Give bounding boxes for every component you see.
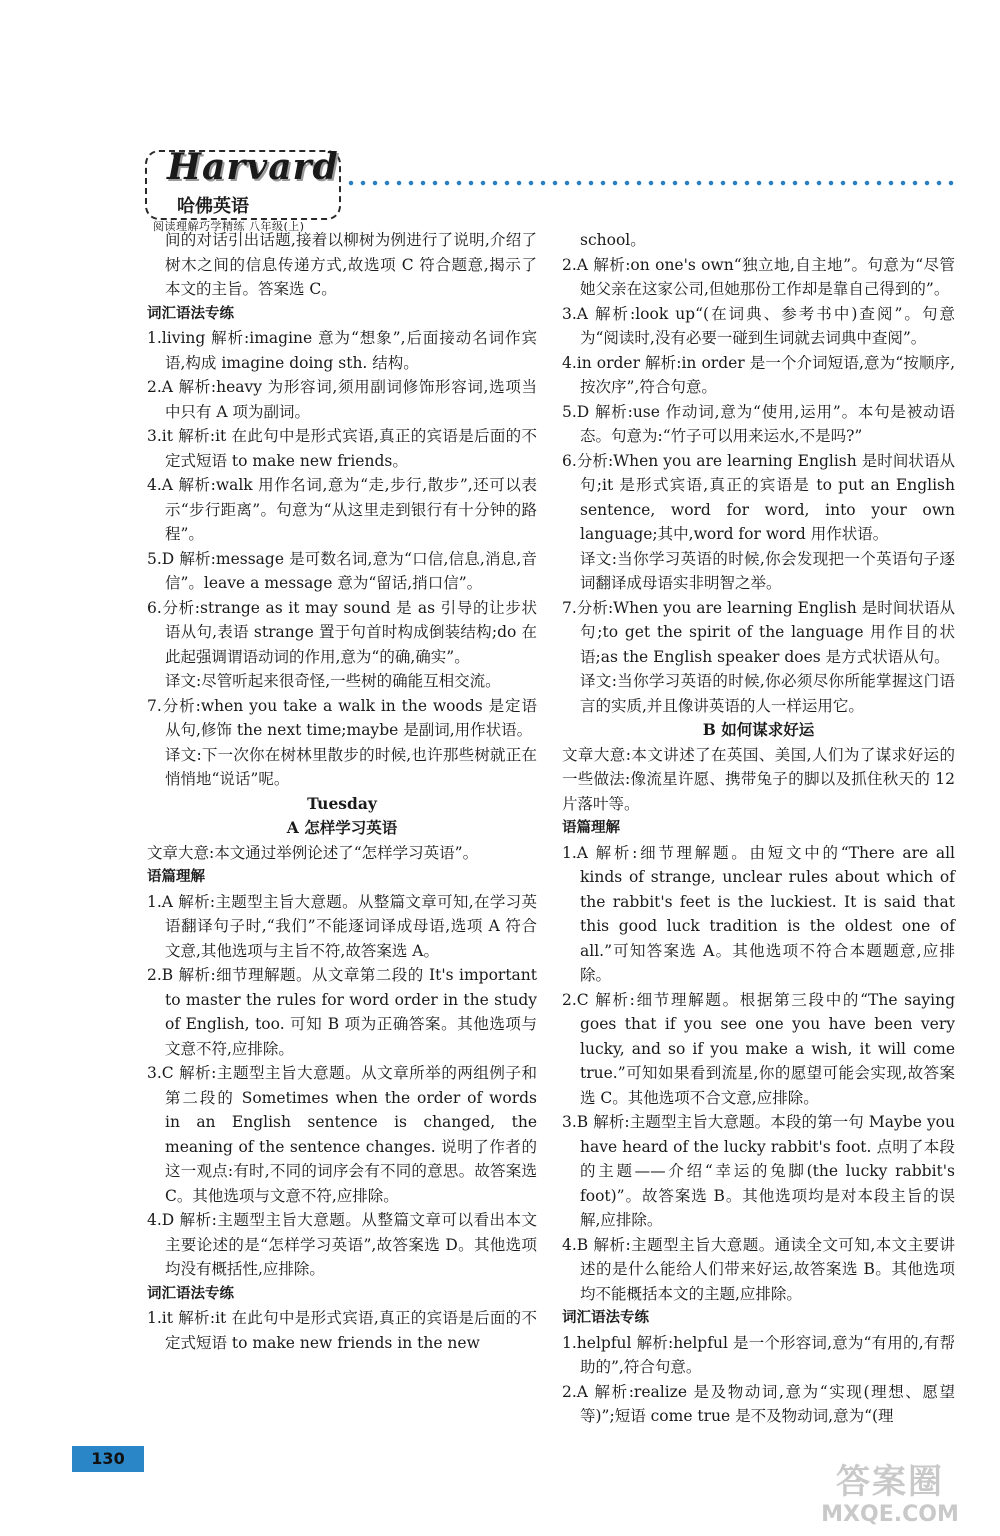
brand-chinese-title: 哈佛英语	[177, 196, 249, 217]
answer-item: 6.分析:strange as it may sound 是 as 引导的让步状语从句,表语 strange 置于句首时构成倒装结构;do 在此起强调谓语动词的作用,意为“的确,确实”。	[147, 598, 537, 666]
paragraph: 文章大意:本文讲述了在英国、美国,人们为了谋求好运的一些做法:像流星许愿、携带兔子的脚以及抓住秋天的 12 片落叶等。	[562, 745, 955, 813]
section-heading: 词汇语法专练	[147, 1285, 234, 1302]
section-heading: 语篇理解	[147, 869, 205, 885]
answer-item: 3.C 解析:主题型主旨大意题。从文章所举的两组例子和第二段的 Sometimes when the order of words in an English sentence is changed, the meaning of the sentence changes. 说明了作者的这一观点:有时,不同的词序会有不同的意思。故答案选 C。其他选项与文意不符,应排除。	[147, 1064, 537, 1205]
brand-title: Harvard	[167, 146, 339, 188]
page-number: 130	[72, 1446, 144, 1472]
centered-heading: B 如何谋求好运	[702, 720, 815, 739]
answer-item: 2.B 解析:细节理解题。从文章第二段的 It's important to master the rules for word order in the study of English, too. 可知 B 项为正确答案。其他选项与文意不符,应排除。	[147, 966, 537, 1058]
dotted-rule	[345, 180, 960, 186]
answer-item: 5.D 解析:message 是可数名词,意为“口信,信息,消息,音信”。leave a message 意为“留话,捎口信”。	[147, 549, 537, 592]
answer-item: 1.helpful 解析:helpful 是一个形容词,意为“有用的,有帮助的”,符合句意。	[562, 1333, 955, 1376]
answer-item: 2.A 解析:on one's own“独立地,自主地”。句意为“尽管她父亲在这家公司,但她那份工作却是靠自己得到的”。	[562, 255, 955, 298]
section-heading: 词汇语法专练	[147, 305, 234, 322]
answer-item: 1.living 解析:imagine 意为“想象”,后面接动名词作宾语,构成 imagine doing sth. 结构。	[147, 329, 537, 372]
paragraph: 译文:下一次你在树林里散步的时候,也许那些树就正在悄悄地“说话”呢。	[165, 745, 537, 788]
watermark-url: MXQE.COM	[821, 1502, 959, 1527]
answer-item: 2.A 解析:realize 是及物动词,意为“实现(理想、愿望等)”;短语 come true 是不及物动词,意为“(理	[562, 1382, 955, 1425]
centered-heading: Tuesday	[307, 793, 377, 813]
answer-item: 3.it 解析:it 在此句中是形式宾语,真正的宾语是后面的不定式短语 to make new friends。	[147, 427, 537, 470]
answer-item: 1.A 解析:细节理解题。由短文中的“There are all kinds of strange, unclear rules about which of the rabbit's feet is the luckiest. It is said that this good luck tradition is the oldest one of all.”可知答案选 A。其他选项不符合本题题意,应排除。	[562, 843, 955, 984]
answer-item: 3.A 解析:look up“(在词典、参考书中)查阅”。句意为“阅读时,没有必要一碰到生词就去词典中查阅”。	[562, 304, 955, 347]
right-column	[562, 228, 955, 1429]
paragraph: 间的对话引出话题,接着以柳树为例进行了说明,介绍了树木之间的信息传递方式,故选项 C 符合题意,揭示了本文的主旨。答案选 C。	[165, 231, 537, 298]
answer-item: 6.分析:When you are learning English 是时间状语从句;it 是形式宾语,真正的宾语是 to put an English sentence, word for word, into your own language;其中,word for word 用作状语。	[562, 451, 955, 543]
answer-item: 7.分析:When you are learning English 是时间状语从句;to get the spirit of the language 用作目的状语;as the English speaker does 是方式状语从句。	[562, 598, 955, 666]
paragraph: 译文:尽管听起来很奇怪,一些树的确能互相交流。	[165, 672, 501, 690]
section-heading: 词汇语法专练	[562, 1310, 649, 1326]
paragraph: school。	[580, 231, 646, 249]
answer-item: 5.D 解析:use 作动词,意为“使用,运用”。本句是被动语态。句意为:“竹子可以用来运水,不是吗?”	[562, 402, 955, 445]
answer-item: 2.C 解析:细节理解题。根据第三段中的“The saying goes that if you see one you have been very lucky, and so if you make a wish, it will come true.”可知如果看到流星,你的愿望可能会实现,故答案选 C。其他选项不合文意,应排除。	[562, 990, 955, 1107]
answer-item: 1.it 解析:it 在此句中是形式宾语,真正的宾语是后面的不定式短语 to make new friends in the new	[147, 1309, 537, 1352]
answer-item: 7.分析:when you take a walk in the woods 是定语从句,修饰 the next time;maybe 是副词,用作状语。	[147, 696, 537, 739]
page-header	[145, 132, 960, 233]
answer-item: 1.A 解析:主题型主旨大意题。从整篇文章可知,在学习英语翻译句子时,“我们”不能逐词译成母语,选项 A 符合文意,其他选项与主旨不符,故答案选 A。	[147, 892, 537, 960]
answer-item: 4.B 解析:主题型主旨大意题。通读全文可知,本文主要讲述的是什么能给人们带来好运,故答案选 B。其他选项均不能概括本文的主题,应排除。	[562, 1235, 955, 1303]
watermark	[800, 1462, 980, 1532]
answer-item: 4.A 解析:walk 用作名词,意为“走,步行,散步”,还可以表示“步行距离”。句意为“从这里走到银行有十分钟的路程”。	[147, 476, 537, 543]
answer-item: 2.A 解析:heavy 为形容词,须用副词修饰形容词,选项当中只有 A 项为副词。	[147, 378, 537, 421]
left-column	[147, 228, 537, 1355]
centered-heading: A 怎样学习英语	[286, 818, 398, 837]
paragraph: 文章大意:本文通过举例论述了“怎样学习英语”。	[147, 843, 479, 862]
answer-item: 4.D 解析:主题型主旨大意题。从整篇文章可以看出本文主要论述的是“怎样学习英语”,故答案选 D。其他选项均没有概括性,应排除。	[147, 1211, 537, 1278]
book-subtitle: 阅读理解巧学精练 八年级(上)	[153, 220, 305, 233]
paragraph: 译文:当你学习英语的时候,你会发现把一个英语句子逐词翻译成母语实非明智之举。	[580, 549, 955, 592]
brand-logo	[145, 146, 341, 233]
answer-item: 3.B 解析:主题型主旨大意题。本段的第一句 Maybe you have heard of the lucky rabbit's foot. 点明了本段的主题——介绍“幸运的兔脚(the lucky rabbit's foot)”。故答案选 B。其他选项均是对本段主旨的误解,应排除。	[562, 1113, 955, 1229]
paragraph: 译文:当你学习英语的时候,你必须尽你所能掌握这门语言的实质,并且像讲英语的人一样运用它。	[580, 672, 955, 715]
section-heading: 语篇理解	[562, 820, 620, 836]
answer-item: 4.in order 解析:in order 是一个介词短语,意为“按顺序,按次序”,符合句意。	[562, 353, 955, 396]
watermark-text: 答案圈	[836, 1462, 944, 1502]
